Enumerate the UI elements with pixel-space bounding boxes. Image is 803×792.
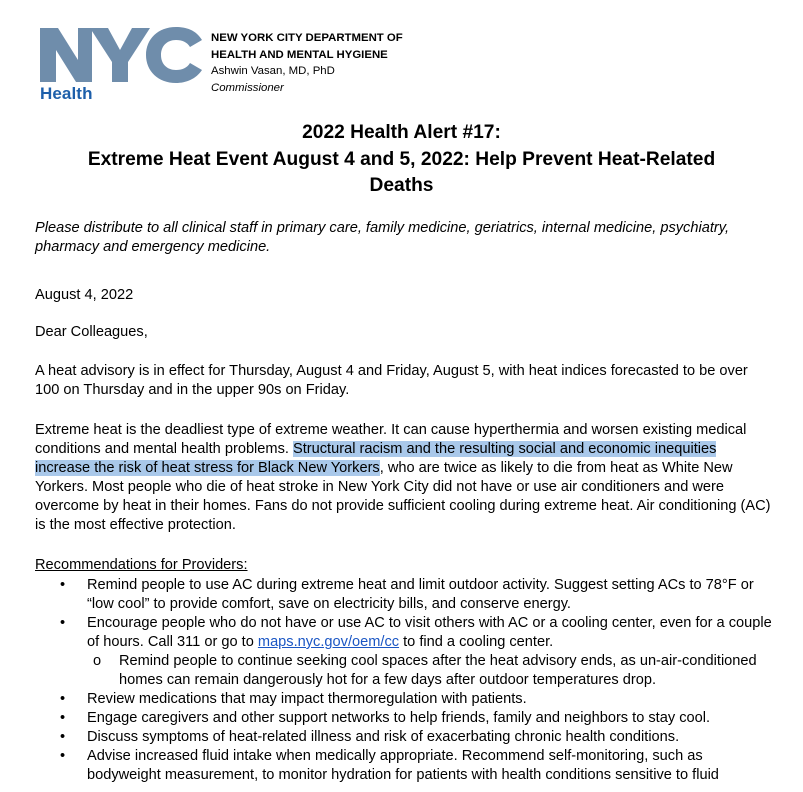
commissioner-title: Commissioner bbox=[211, 81, 284, 94]
list-item-text: Engage caregivers and other support networks to help friends, family and neighbors to stay cool. bbox=[87, 710, 711, 726]
recommendations-list bbox=[35, 576, 775, 785]
extreme-heat-intro: Extreme heat is the deadliest type of extreme weather. It can cause hyperthermia and worsen existing medical conditions and mental health problems. bbox=[35, 422, 747, 457]
list-item bbox=[35, 728, 775, 747]
distribution-note: Please distribute to all clinical staff in primary care, family medicine, geriatrics, internal medicine, psychiatry, pharmacy and emergency medicine. bbox=[35, 220, 730, 255]
extreme-heat-rest: , who are twice as likely to die from heat as White New Yorkers. Most people who die of heat stroke in New York City did not have or use air conditioners and were overcome by heat in their homes. Fans do not provide sufficient cooling during extreme heat. Air conditioning (AC) is the most effective protection. bbox=[35, 460, 771, 533]
salutation: Dear Colleagues, bbox=[35, 324, 148, 340]
alert-title-line3: Deaths bbox=[369, 175, 434, 196]
recommendations-heading bbox=[35, 556, 775, 575]
advisory-paragraph: A heat advisory is in effect for Thursday, August 4 and Friday, August 5, with heat indices forecasted to be over 100 on Thursday and in the upper 90s on Friday. bbox=[35, 363, 748, 398]
list-item bbox=[35, 709, 775, 728]
alert-title-line2: Extreme Heat Event August 4 and 5, 2022: Help Prevent Heat-Related bbox=[87, 148, 716, 170]
extreme-heat-paragraph bbox=[35, 421, 775, 535]
list-item-text: Remind people to use AC during extreme heat and limit outdoor activity. Suggest setting ACs to 78°F or “low cool” to provide comfort, save on electricity bills, and conserve energy. bbox=[87, 577, 754, 612]
commissioner-name: Ashwin Vasan, MD, PhD bbox=[211, 65, 335, 77]
highlighted-text[interactable]: Structural racism and the resulting social and economic inequities increase the risk of heat stress for Black New Yorkers bbox=[35, 441, 717, 476]
sub-list-item bbox=[35, 652, 775, 690]
bullet-icon: • bbox=[60, 710, 66, 726]
bullet-icon: • bbox=[60, 691, 66, 707]
bullet-icon: • bbox=[60, 729, 66, 745]
department-name-line2: HEALTH AND MENTAL HYGIENE bbox=[211, 48, 388, 61]
alert-date: August 4, 2022 bbox=[35, 287, 134, 303]
department-block bbox=[211, 30, 403, 96]
alert-title bbox=[40, 120, 763, 200]
nyc-logo-graphic bbox=[40, 26, 202, 84]
list-item-text-after-link: to find a cooling center. bbox=[399, 634, 554, 650]
department-name-line1: NEW YORK CITY DEPARTMENT OF bbox=[211, 32, 403, 44]
list-item-text: Advise increased fluid intake when medically appropriate. Recommend self-monitoring, such as bodyweight measurement, to monitor hydration for patients with health conditions sensitive to fluid bbox=[87, 748, 719, 783]
recommendations-heading-text: Recommendations for Providers: bbox=[35, 557, 248, 573]
list-item bbox=[35, 690, 775, 709]
bullet-icon: • bbox=[60, 577, 66, 593]
list-item-text: Discuss symptoms of heat-related illness and risk of exacerbating chronic health conditions. bbox=[87, 729, 680, 745]
nyc-health-logo bbox=[40, 26, 202, 106]
cooling-center-link[interactable]: maps.nyc.gov/oem/cc bbox=[257, 634, 400, 650]
bullet-icon: • bbox=[60, 748, 66, 764]
sub-bullet-icon: o bbox=[93, 653, 102, 669]
list-item bbox=[35, 614, 775, 652]
alert-title-line1: 2022 Health Alert #17: bbox=[302, 122, 501, 143]
list-item-text: Review medications that may impact thermoregulation with patients. bbox=[87, 691, 527, 707]
sub-list-item-text: Remind people to continue seeking cool spaces after the heat advisory ends, as un-air-conditioned homes can remain dangerously hot for a few days after outdoor temperatures drop. bbox=[119, 653, 757, 688]
list-item-text: Encourage people who do not have or use AC to visit others with AC or a cooling center, even for a couple of hours. Call 311 or go to bbox=[87, 615, 772, 650]
list-item bbox=[35, 747, 775, 785]
bullet-icon: • bbox=[60, 615, 66, 631]
logo-health-text: Health bbox=[40, 84, 93, 103]
list-item bbox=[35, 576, 775, 614]
